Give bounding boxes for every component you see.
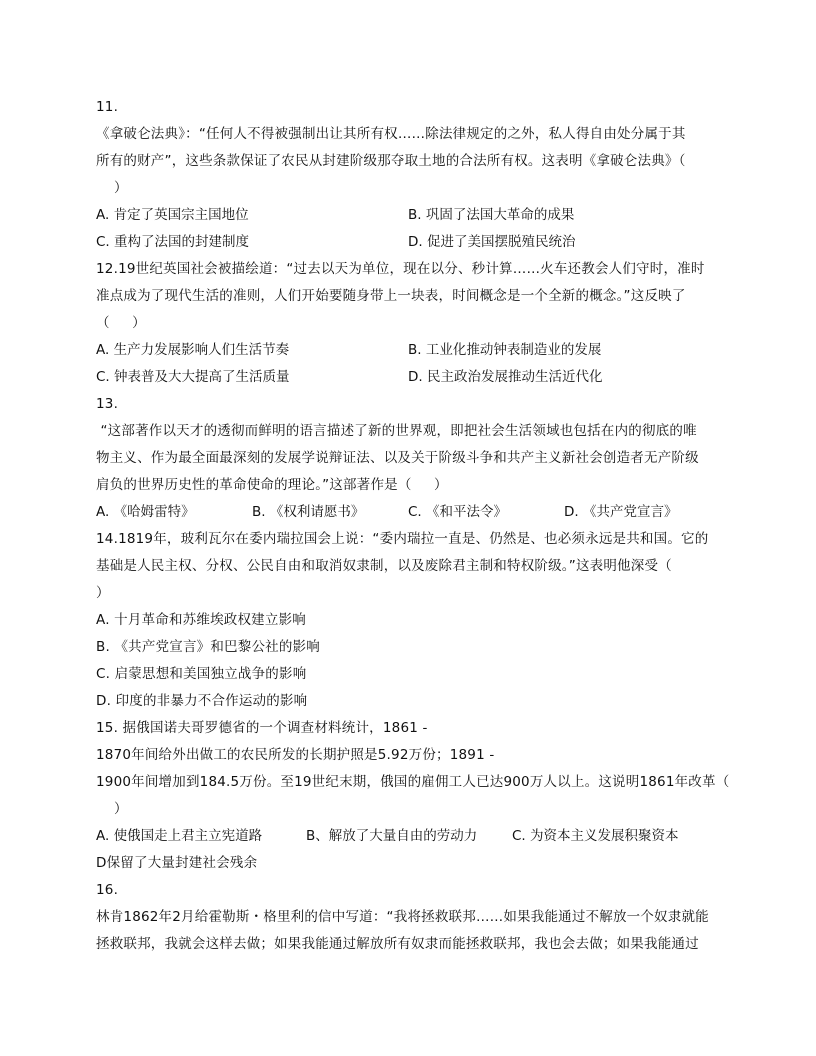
- q12-stem-line-1: 12.19世纪英国社会被描绘道：“过去以天为单位，现在以分、秒计算……火车还教会人们守时，准时: [96, 261, 705, 277]
- q11-number: 11.: [96, 99, 119, 115]
- q11-stem-line-1: 《拿破仑法典》：“任何人不得被强制出让其所有权……除法律规定的之外，私人得自由处分属于其: [96, 126, 686, 142]
- q15-option-a[interactable]: A. 使俄国走上君主立宪道路: [96, 828, 263, 844]
- q11-option-d[interactable]: D. 促进了美国摆脱殖民统治: [408, 234, 576, 250]
- q16-stem-line-1: 林肯1862年2月给霍勒斯・格里利的信中写道：“我将拯救联邦……如果我能通过不解放一个奴隶就能: [96, 909, 709, 925]
- q11-option-b[interactable]: B. 巩固了法国大革命的成果: [408, 207, 575, 223]
- q14-stem-line-3: ）: [96, 585, 110, 601]
- q13-number: 13.: [96, 396, 119, 412]
- q15-stem-line-4: ）: [96, 801, 128, 817]
- q12-options-row-1: [96, 337, 718, 364]
- q12-option-c[interactable]: C. 钟表普及大大提高了生活质量: [96, 369, 290, 385]
- q11-option-a[interactable]: A. 肯定了英国宗主国地位: [96, 207, 249, 223]
- q12-stem-line-2: 准点成为了现代生活的准则，人们开始要随身带上一块表，时间概念是一个全新的概念。”这反映了: [96, 288, 686, 304]
- q14-option-a[interactable]: A. 十月革命和苏维埃政权建立影响: [96, 612, 306, 628]
- q15-option-b[interactable]: B、解放了大量自由的劳动力: [306, 828, 478, 844]
- q12-option-a[interactable]: A. 生产力发展影响人们生活节奏: [96, 342, 290, 358]
- q16-stem-line-2: 拯救联邦，我就会这样去做；如果我能通过解放所有奴隶而能拯救联邦，我也会去做；如果我能通过: [96, 936, 699, 952]
- document-page: [96, 94, 730, 958]
- q14-option-c[interactable]: C. 启蒙思想和美国独立战争的影响: [96, 666, 307, 682]
- q13-options-row: [96, 499, 718, 526]
- q11-stem-line-2: 所有的财产”，这些条款保证了农民从封建阶级那夺取土地的合法所有权。这表明《拿破仑法典》（: [96, 153, 686, 169]
- q15-stem-line-3: 1900年间增加到184.5万份。至19世纪末期，俄国的雇佣工人已达900万人以上。这说明1861年改革（: [96, 774, 730, 790]
- q14-option-b[interactable]: B. 《共产党宣言》和巴黎公社的影响: [96, 639, 320, 655]
- q11-stem-line-3: ）: [96, 180, 128, 196]
- q12-options-row-2: [96, 364, 718, 391]
- q13-stem-line-1: “这部著作以天才的透彻而鲜明的语言描述了新的世界观，即把社会生活领域也包括在内的彻底的唯: [96, 423, 697, 439]
- q15-stem-line-1: 15. 据俄国诺夫哥罗德省的一个调查材料统计，1861 -: [96, 720, 428, 736]
- q13-option-d[interactable]: D. 《共产党宣言》: [564, 504, 678, 520]
- q12-option-b[interactable]: B. 工业化推动钟表制造业的发展: [408, 342, 602, 358]
- q13-option-a[interactable]: A. 《哈姆雷特》: [96, 504, 195, 520]
- q13-option-c[interactable]: C. 《和平法令》: [408, 504, 508, 520]
- q14-stem-line-2: 基础是人民主权、分权、公民自由和取消奴隶制，以及废除君主制和特权阶级。”这表明他深受（: [96, 558, 672, 574]
- q15-options-row: [96, 823, 718, 850]
- q11-option-c[interactable]: C. 重构了法国的封建制度: [96, 234, 250, 250]
- q12-option-d[interactable]: D. 民主政治发展推动生活近代化: [408, 369, 603, 385]
- q12-stem-line-3: （ ）: [96, 315, 146, 331]
- q13-stem-line-3: 肩负的世界历史性的革命使命的理论。”这部著作是（ ）: [96, 477, 448, 493]
- q14-stem-line-1: 14.1819年，玻利瓦尔在委内瑞拉国会上说：“委内瑞拉一直是、仍然是、也必须永远是共和国。它的: [96, 531, 709, 547]
- q11-options-row-2: [96, 229, 718, 256]
- q13-option-b[interactable]: B. 《权利请愿书》: [252, 504, 365, 520]
- q15-option-c[interactable]: C. 为资本主义发展积聚资本: [512, 828, 679, 844]
- q13-stem-line-2: 物主义、作为最全面最深刻的发展学说辩证法、以及关于阶级斗争和共产主义新社会创造者无产阶级: [96, 450, 699, 466]
- q11-options-row-1: [96, 202, 718, 229]
- q14-option-d[interactable]: D. 印度的非暴力不合作运动的影响: [96, 693, 308, 709]
- q15-stem-line-2: 1870年间给外出做工的农民所发的长期护照是5.92万份；1891 -: [96, 747, 495, 763]
- q16-number: 16.: [96, 882, 119, 898]
- q15-option-d[interactable]: D保留了大量封建社会残余: [96, 855, 258, 871]
